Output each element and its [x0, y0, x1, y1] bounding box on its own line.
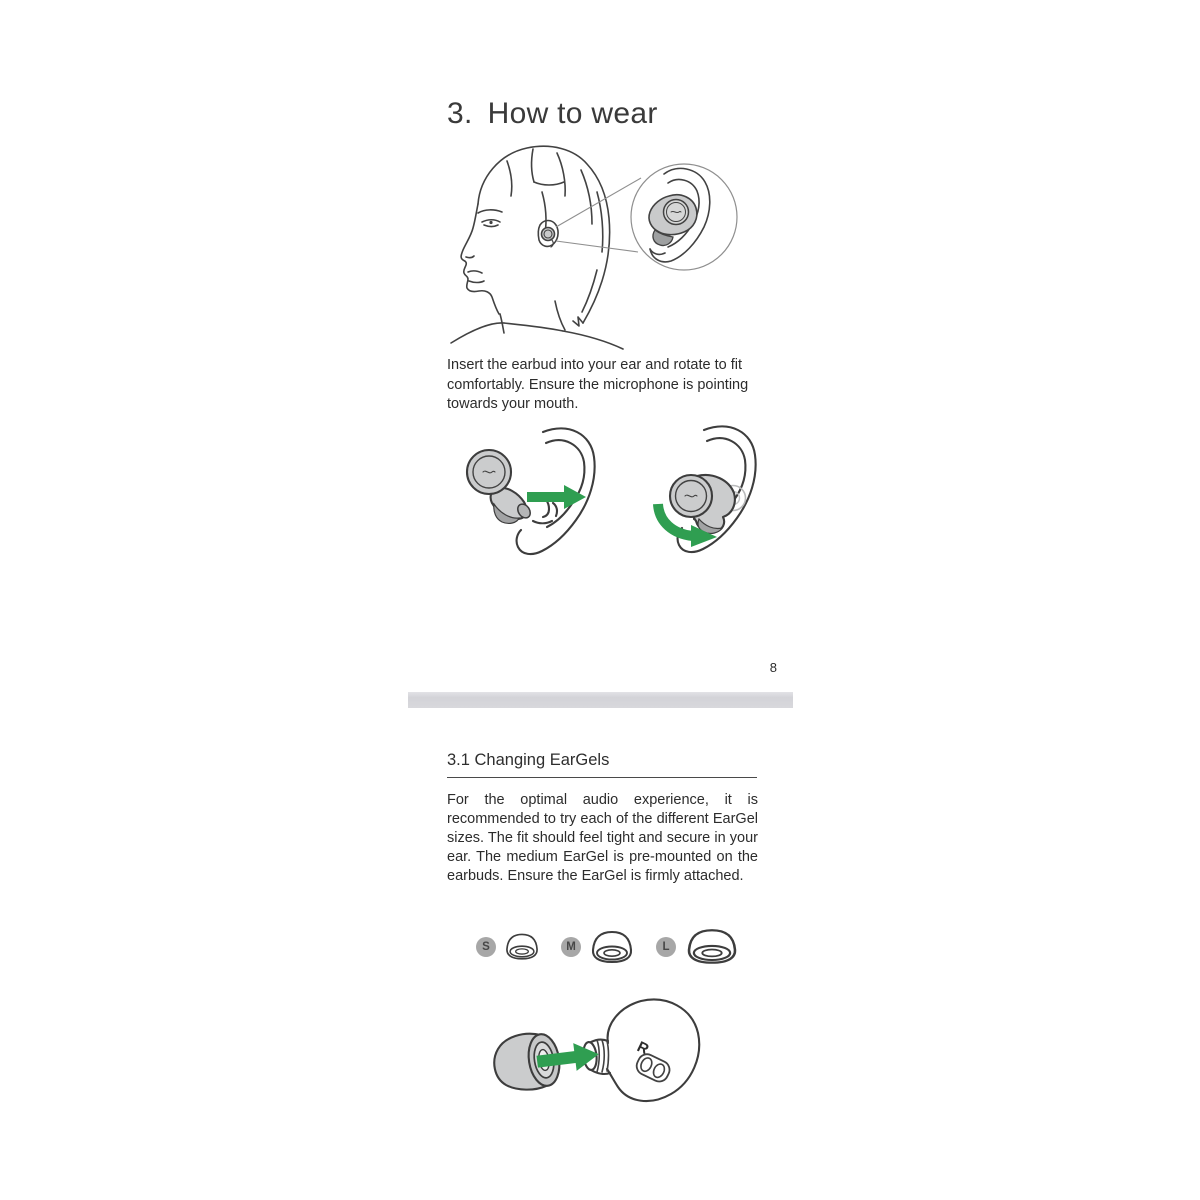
eargel-small-icon	[503, 932, 541, 962]
head-figure	[451, 146, 623, 349]
section-title-text: How to wear	[487, 97, 658, 130]
size-badge-m: M	[561, 937, 581, 957]
eargel-size-row	[476, 922, 746, 972]
section-number: 3.	[447, 97, 473, 130]
eargel-size-small	[476, 932, 541, 962]
earbud-body-icon	[582, 1000, 699, 1101]
size-badge-l: L	[656, 937, 676, 957]
eargel-medium-icon	[588, 929, 636, 966]
page-divider-bar	[408, 692, 793, 708]
earbud-insert-icon	[467, 450, 533, 523]
page-title	[447, 97, 658, 131]
rotate-earbud-illustration	[658, 426, 756, 552]
earbud-zoom-icon	[649, 195, 697, 246]
eargel-large-icon	[683, 927, 741, 967]
section-heading: 3.1 Changing EarGels	[447, 751, 757, 778]
page-number: 8	[769, 660, 777, 675]
right-marking: R	[634, 1038, 652, 1059]
eargel-size-large	[656, 927, 741, 967]
charging-contacts	[634, 1051, 673, 1084]
insertion-instruction: Insert the earbud into your ear and rotate to fit comfortably. Ensure the microphone is pointing towards your mouth.	[447, 357, 749, 412]
head-earbud-illustration	[447, 140, 739, 350]
size-badge-s: S	[476, 937, 496, 957]
earbud-rotate-icon	[670, 475, 735, 533]
wearing-steps-illustration	[447, 424, 759, 566]
eargel-attach-illustration	[487, 995, 709, 1117]
eargel-description: For the optimal audio experience, it is recommended to try each of the different EarGel sizes. The fit should feel tight and secure in your ear. The medium EarGel is pre-mounted on the earbuds. Ensure the EarGel is firmly attached.	[447, 792, 758, 884]
insert-earbud-illustration	[467, 428, 595, 554]
magnifier-lens	[556, 164, 737, 270]
eargel-size-medium	[561, 929, 636, 966]
